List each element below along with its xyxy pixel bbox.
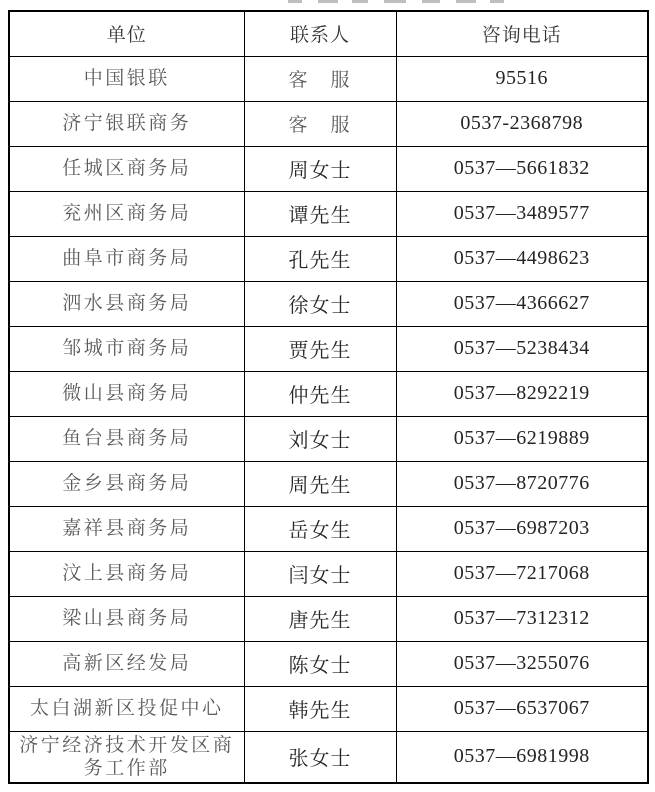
cropped-text-remnant	[422, 0, 440, 3]
table-row	[9, 326, 648, 371]
table-row	[9, 461, 648, 506]
phone-cell: 0537—8292219	[396, 371, 648, 416]
unit-cell: 梁山县商务局	[9, 596, 244, 641]
unit-cell: 微山县商务局	[9, 371, 244, 416]
table-row	[9, 101, 648, 146]
unit-cell: 高新区经发局	[9, 641, 244, 686]
column-header-unit: 单位	[9, 11, 244, 56]
contact-cell: 客 服	[244, 56, 396, 101]
cropped-text-remnant	[288, 0, 302, 3]
unit-cell: 中国银联	[9, 56, 244, 101]
header-row	[9, 11, 648, 56]
contact-cell: 闫女士	[244, 551, 396, 596]
table-row	[9, 686, 648, 731]
contact-cell: 周女士	[244, 146, 396, 191]
table-row	[9, 236, 648, 281]
contact-cell: 周先生	[244, 461, 396, 506]
contact-cell: 韩先生	[244, 686, 396, 731]
phone-cell: 0537—8720776	[396, 461, 648, 506]
table-row	[9, 506, 648, 551]
unit-cell: 鱼台县商务局	[9, 416, 244, 461]
table-row	[9, 281, 648, 326]
contact-cell: 陈女士	[244, 641, 396, 686]
phone-cell: 0537—7312312	[396, 596, 648, 641]
unit-cell: 汶上县商务局	[9, 551, 244, 596]
column-header-phone: 咨询电话	[396, 11, 648, 56]
unit-cell: 兖州区商务局	[9, 191, 244, 236]
contact-cell: 岳女生	[244, 506, 396, 551]
phone-cell: 0537—4498623	[396, 236, 648, 281]
contact-cell: 唐先生	[244, 596, 396, 641]
unit-cell: 济宁经济技术开发区商务工作部	[9, 731, 244, 783]
cropped-text-remnant	[318, 0, 338, 3]
table-row	[9, 641, 648, 686]
phone-cell: 0537—7217068	[396, 551, 648, 596]
contact-cell: 客 服	[244, 101, 396, 146]
contact-cell: 贾先生	[244, 326, 396, 371]
contact-cell: 仲先生	[244, 371, 396, 416]
cropped-text-remnant	[384, 0, 406, 3]
phone-cell: 95516	[396, 56, 648, 101]
table-row	[9, 416, 648, 461]
table-row	[9, 596, 648, 641]
unit-cell: 邹城市商务局	[9, 326, 244, 371]
unit-cell: 曲阜市商务局	[9, 236, 244, 281]
unit-cell: 泗水县商务局	[9, 281, 244, 326]
contact-cell: 谭先生	[244, 191, 396, 236]
unit-cell: 济宁银联商务	[9, 101, 244, 146]
cropped-text-remnant	[456, 0, 476, 3]
unit-cell: 嘉祥县商务局	[9, 506, 244, 551]
phone-cell: 0537—6219889	[396, 416, 648, 461]
column-header-contact: 联系人	[244, 11, 396, 56]
table-row	[9, 146, 648, 191]
table-row	[9, 731, 648, 783]
phone-cell: 0537—5661832	[396, 146, 648, 191]
phone-cell: 0537—4366627	[396, 281, 648, 326]
cropped-text-remnant	[352, 0, 368, 3]
contact-cell: 孔先生	[244, 236, 396, 281]
contact-phone-table	[8, 10, 649, 784]
table-row	[9, 551, 648, 596]
table-row	[9, 56, 648, 101]
table-row	[9, 191, 648, 236]
phone-cell: 0537—6537067	[396, 686, 648, 731]
phone-cell: 0537—6987203	[396, 506, 648, 551]
unit-cell: 任城区商务局	[9, 146, 244, 191]
contact-cell: 徐女士	[244, 281, 396, 326]
contact-cell: 张女士	[244, 731, 396, 783]
contact-cell: 刘女士	[244, 416, 396, 461]
phone-cell: 0537—5238434	[396, 326, 648, 371]
cropped-text-remnant	[490, 0, 504, 3]
table-row	[9, 371, 648, 416]
phone-cell: 0537—6981998	[396, 731, 648, 783]
phone-cell: 0537—3489577	[396, 191, 648, 236]
phone-cell: 0537-2368798	[396, 101, 648, 146]
phone-cell: 0537—3255076	[396, 641, 648, 686]
unit-cell: 太白湖新区投促中心	[9, 686, 244, 731]
unit-cell: 金乡县商务局	[9, 461, 244, 506]
